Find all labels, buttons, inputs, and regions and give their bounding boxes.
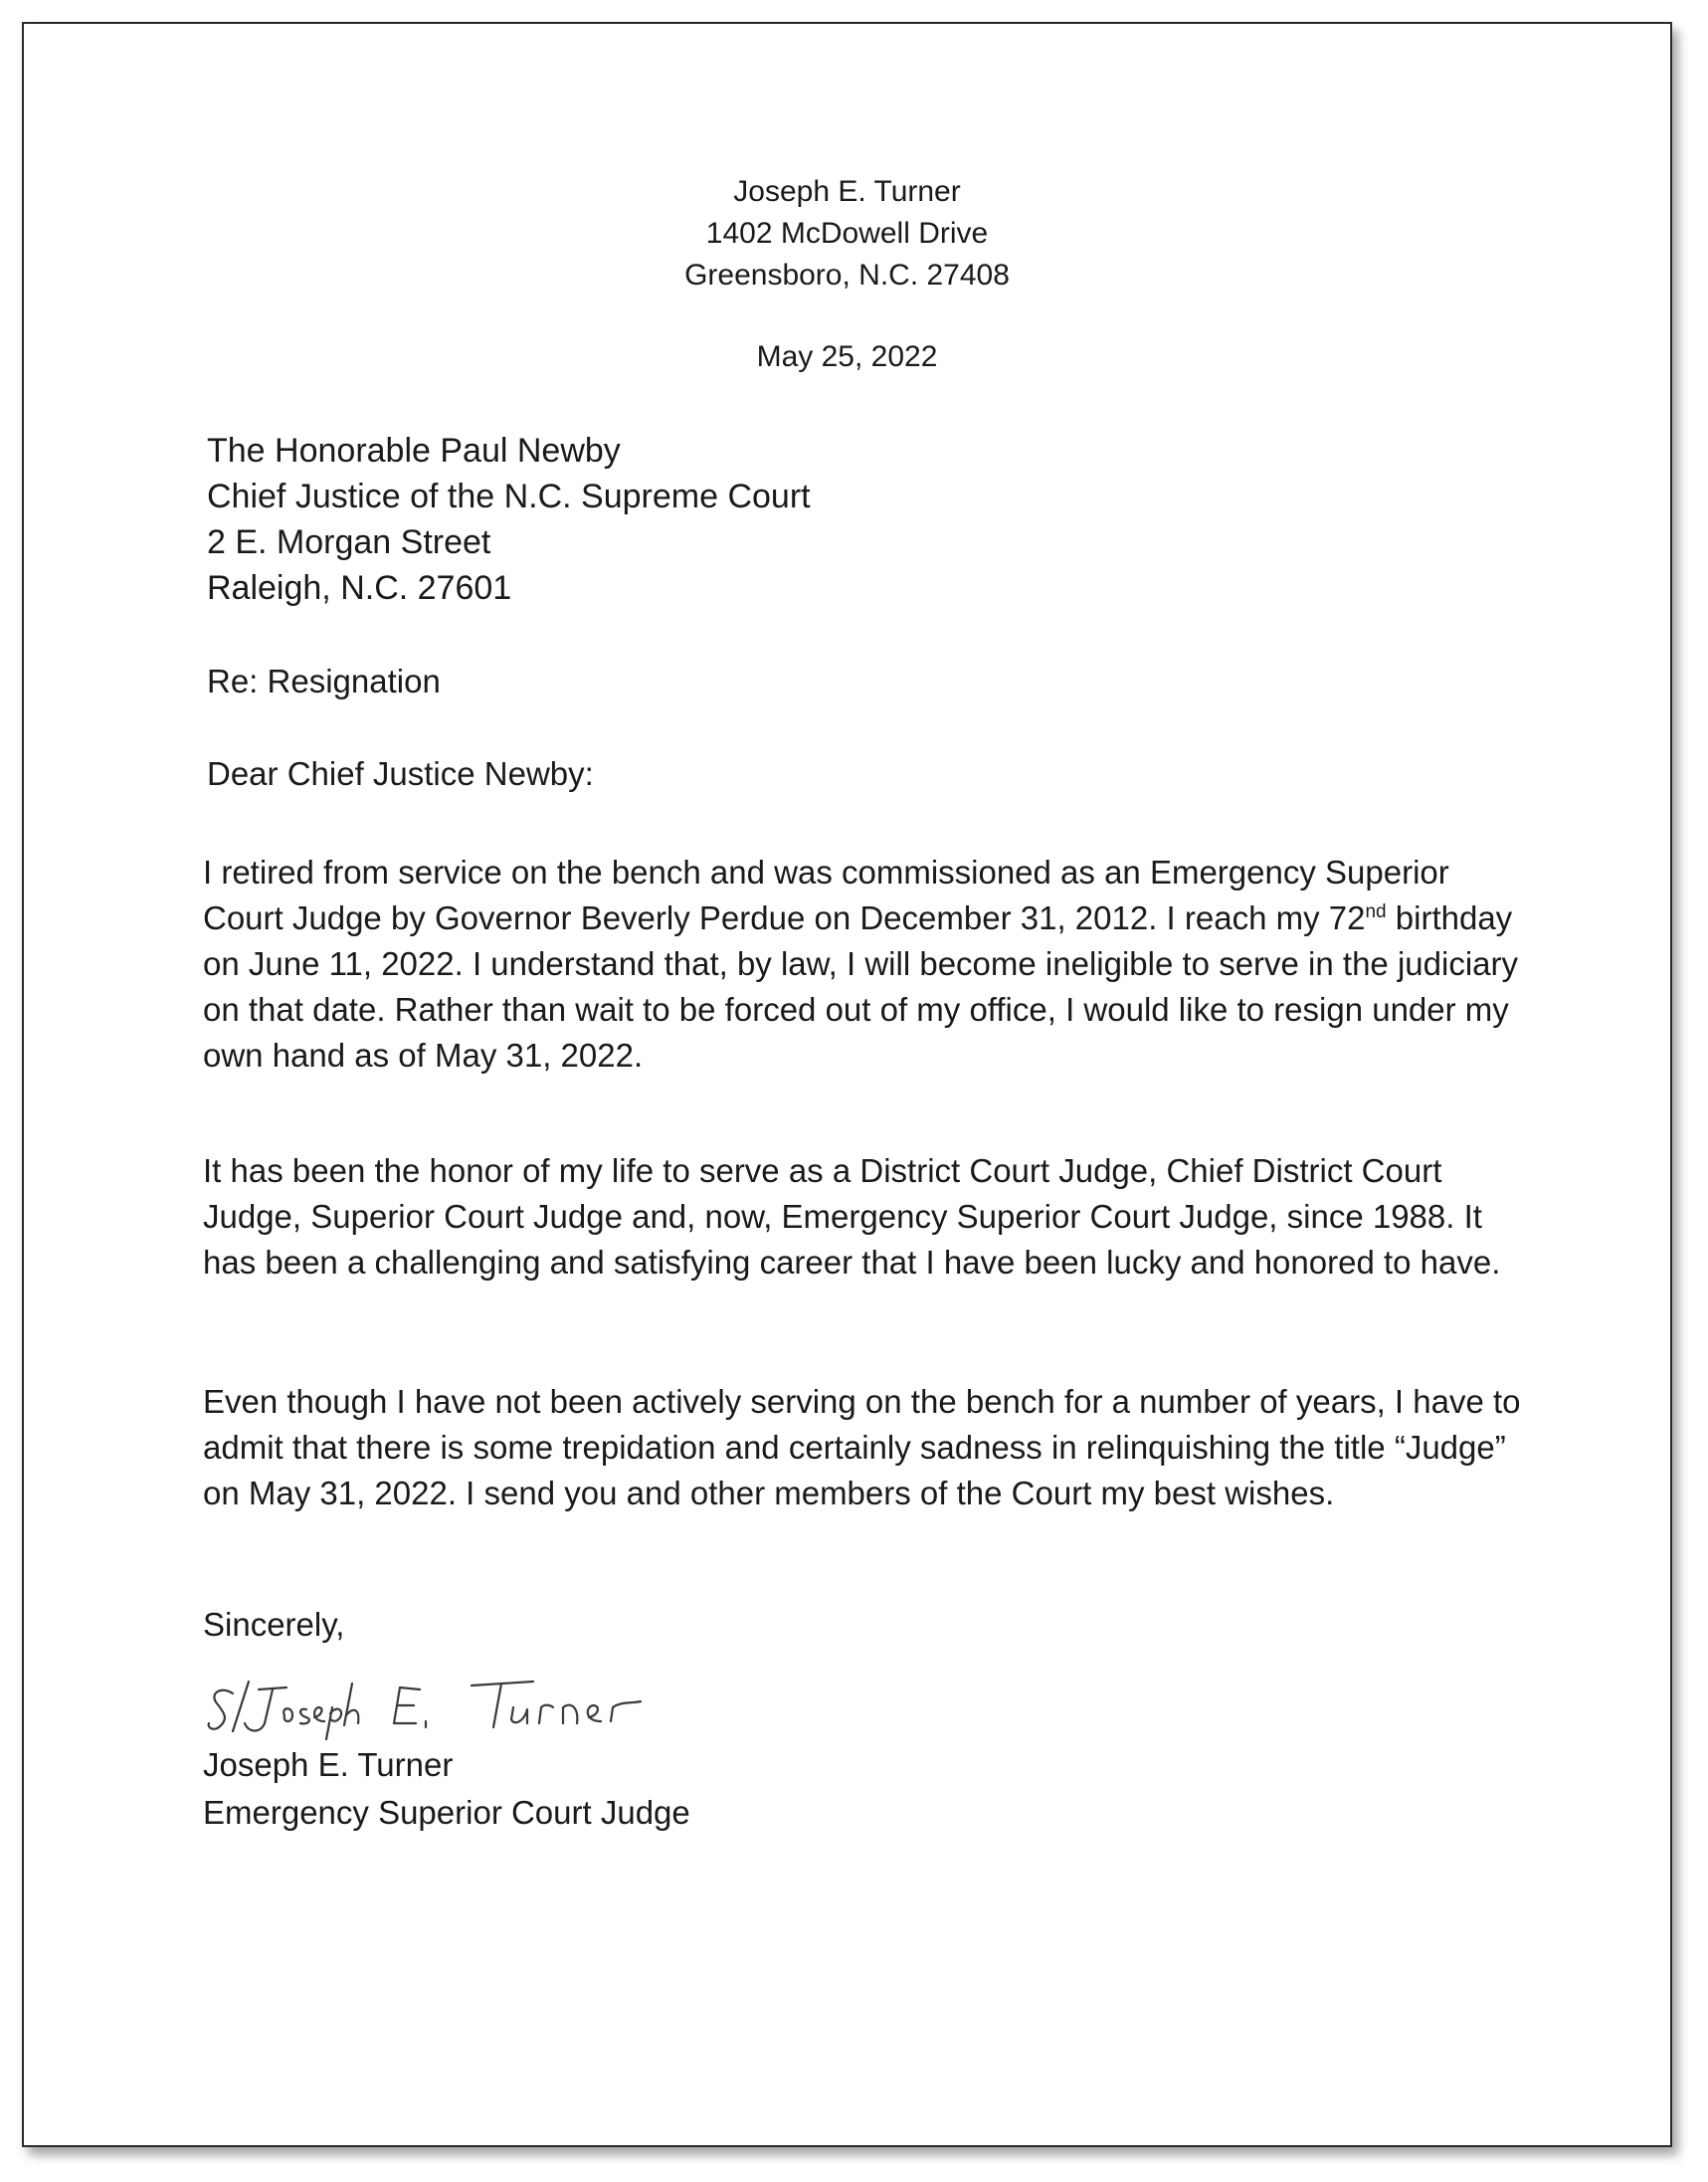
sender-street: 1402 McDowell Drive	[705, 217, 989, 250]
subject-line: Re: Resignation	[207, 663, 441, 699]
body-paragraph-2: It has been the honor of my life to serve as a District Court Judge, Chief District Court Judge, Superior Court Judge and, now, Emergency Superior Court Judge, since 1988. It has been a challenging and satisfying career that I have been lucky and honored to have.	[203, 1152, 1501, 1281]
sender-letterhead	[24, 171, 1670, 297]
p1-text-end: birthday on June 11, 2022. I understand that, by law, I will become ineligible to serve in the judiciary on that date. Rather than wait to be forced out of my office, I would like to resign under my own hand as of May 31, 2022.	[203, 899, 1518, 1074]
body-paragraph-3: Even though I have not been actively serving on the bench for a number of years, I have to admit that there is some trepidation and certainly sadness in relinquishing the title “Judge” on May 31, 2022. I send you and other members of the Court my best wishes.	[203, 1383, 1521, 1511]
signer-block	[203, 1741, 690, 1837]
recipient-address	[207, 428, 811, 611]
body-paragraph-1	[203, 850, 1536, 1079]
recipient-city: Raleigh, N.C. 27601	[207, 569, 512, 607]
handwritten-signature	[203, 1664, 720, 1753]
ordinal-suffix: nd	[1365, 901, 1387, 922]
signer-title: Emergency Superior Court Judge	[203, 1794, 690, 1831]
closing: Sincerely,	[203, 1606, 345, 1643]
salutation: Dear Chief Justice Newby:	[207, 755, 594, 792]
p1-text-start: I retired from service on the bench and was commissioned as an Emergency Superior Court Judge by Governor Beverly Perdue on December 31, 2012. I reach my 72	[203, 854, 1449, 936]
recipient-title: Chief Justice of the N.C. Supreme Court	[207, 478, 811, 515]
letter-page	[22, 22, 1672, 2147]
sender-name: Joseph E. Turner	[733, 175, 961, 208]
signer-name: Joseph E. Turner	[203, 1746, 454, 1783]
sender-city: Greensboro, N.C. 27408	[684, 259, 1010, 292]
recipient-name: The Honorable Paul Newby	[207, 432, 621, 470]
recipient-street: 2 E. Morgan Street	[207, 523, 491, 561]
letter-date: May 25, 2022	[756, 340, 938, 373]
